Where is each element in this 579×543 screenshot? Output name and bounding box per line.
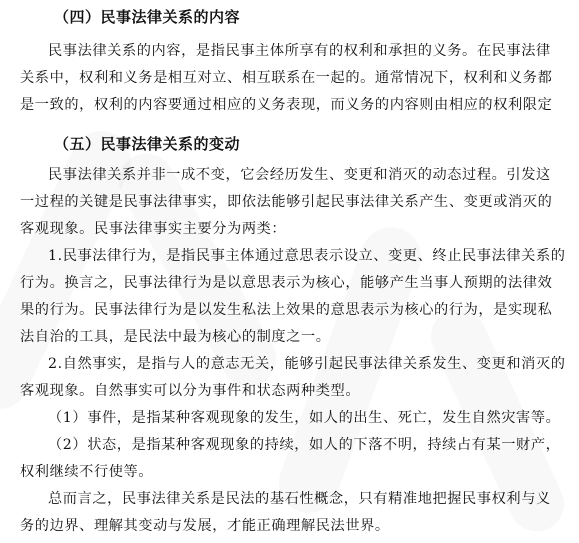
text-line: 权利继续不行使等。 bbox=[20, 464, 154, 480]
text-line: 行为。换言之，民事法律行为是以意思表示为核心，能够产生当事人预期的法律效 bbox=[20, 275, 553, 291]
text-line: 是一致的，权利的内容要通过相应的义务表现，而义务的内容则由相应的权利限定 bbox=[20, 97, 553, 113]
section-5-intro bbox=[20, 162, 560, 243]
conclusion-paragraph bbox=[20, 486, 560, 540]
section-4-heading: （四）民事法律关系的内容 bbox=[54, 8, 241, 26]
text-line: 民事法律关系的内容，是指民事主体所享有的权利和承担的义务。在民事法律 bbox=[48, 43, 551, 59]
section-4-paragraph bbox=[20, 38, 560, 119]
text-line: 果的行为。民事法律行为是以发生私法上效果的意思表示为核心的行为，是实现私 bbox=[20, 302, 553, 318]
text-line: 总而言之，民事法律关系是民法的基石性概念，只有精准地把握民事权利与义 bbox=[48, 491, 551, 507]
text-line: 客观现象。自然事实可以分为事件和状态两种类型。 bbox=[20, 383, 361, 399]
text-line: 关系中，权利和义务是相互对立、相互联系在一起的。通常情况下，权利和义务都 bbox=[20, 70, 553, 86]
item-1-paragraph bbox=[20, 243, 566, 351]
text-line: （2）状态，是指某种客观现象的持续，如人的下落不明，持续占有某一财产， bbox=[48, 437, 561, 453]
section-5-heading: （五）民事法律关系的变动 bbox=[54, 135, 241, 153]
item-2-paragraph bbox=[20, 351, 566, 405]
sub-item-2-paragraph bbox=[20, 432, 560, 486]
text-line: 一过程的关键是民事法律事实，即依法能够引起民事法律关系产生、变更或消灭的 bbox=[20, 194, 553, 210]
text-line: 客观现象。民事法律事实主要分为两类： bbox=[20, 221, 287, 237]
text-line: 2.自然事实，是指与人的意志无关，能够引起民事法律关系发生、变更和消灭的 bbox=[48, 356, 566, 372]
text-line: 务的边界、理解其变动与发展，才能正确理解民法世界。 bbox=[20, 518, 390, 534]
text-line: 法自治的工具，是民法中最为核心的制度之一。 bbox=[20, 329, 331, 345]
text-line: 民事法律关系并非一成不变，它会经历发生、变更和消灭的动态过程。引发这 bbox=[48, 167, 551, 183]
text-line: 1.民事法律行为，是指民事主体通过意思表示设立、变更、终止民事法律关系的 bbox=[48, 248, 566, 264]
sub-item-1-paragraph bbox=[48, 405, 560, 432]
text-line: （1）事件，是指某种客观现象的发生，如人的出生、死亡，发生自然灾害等。 bbox=[48, 410, 561, 426]
